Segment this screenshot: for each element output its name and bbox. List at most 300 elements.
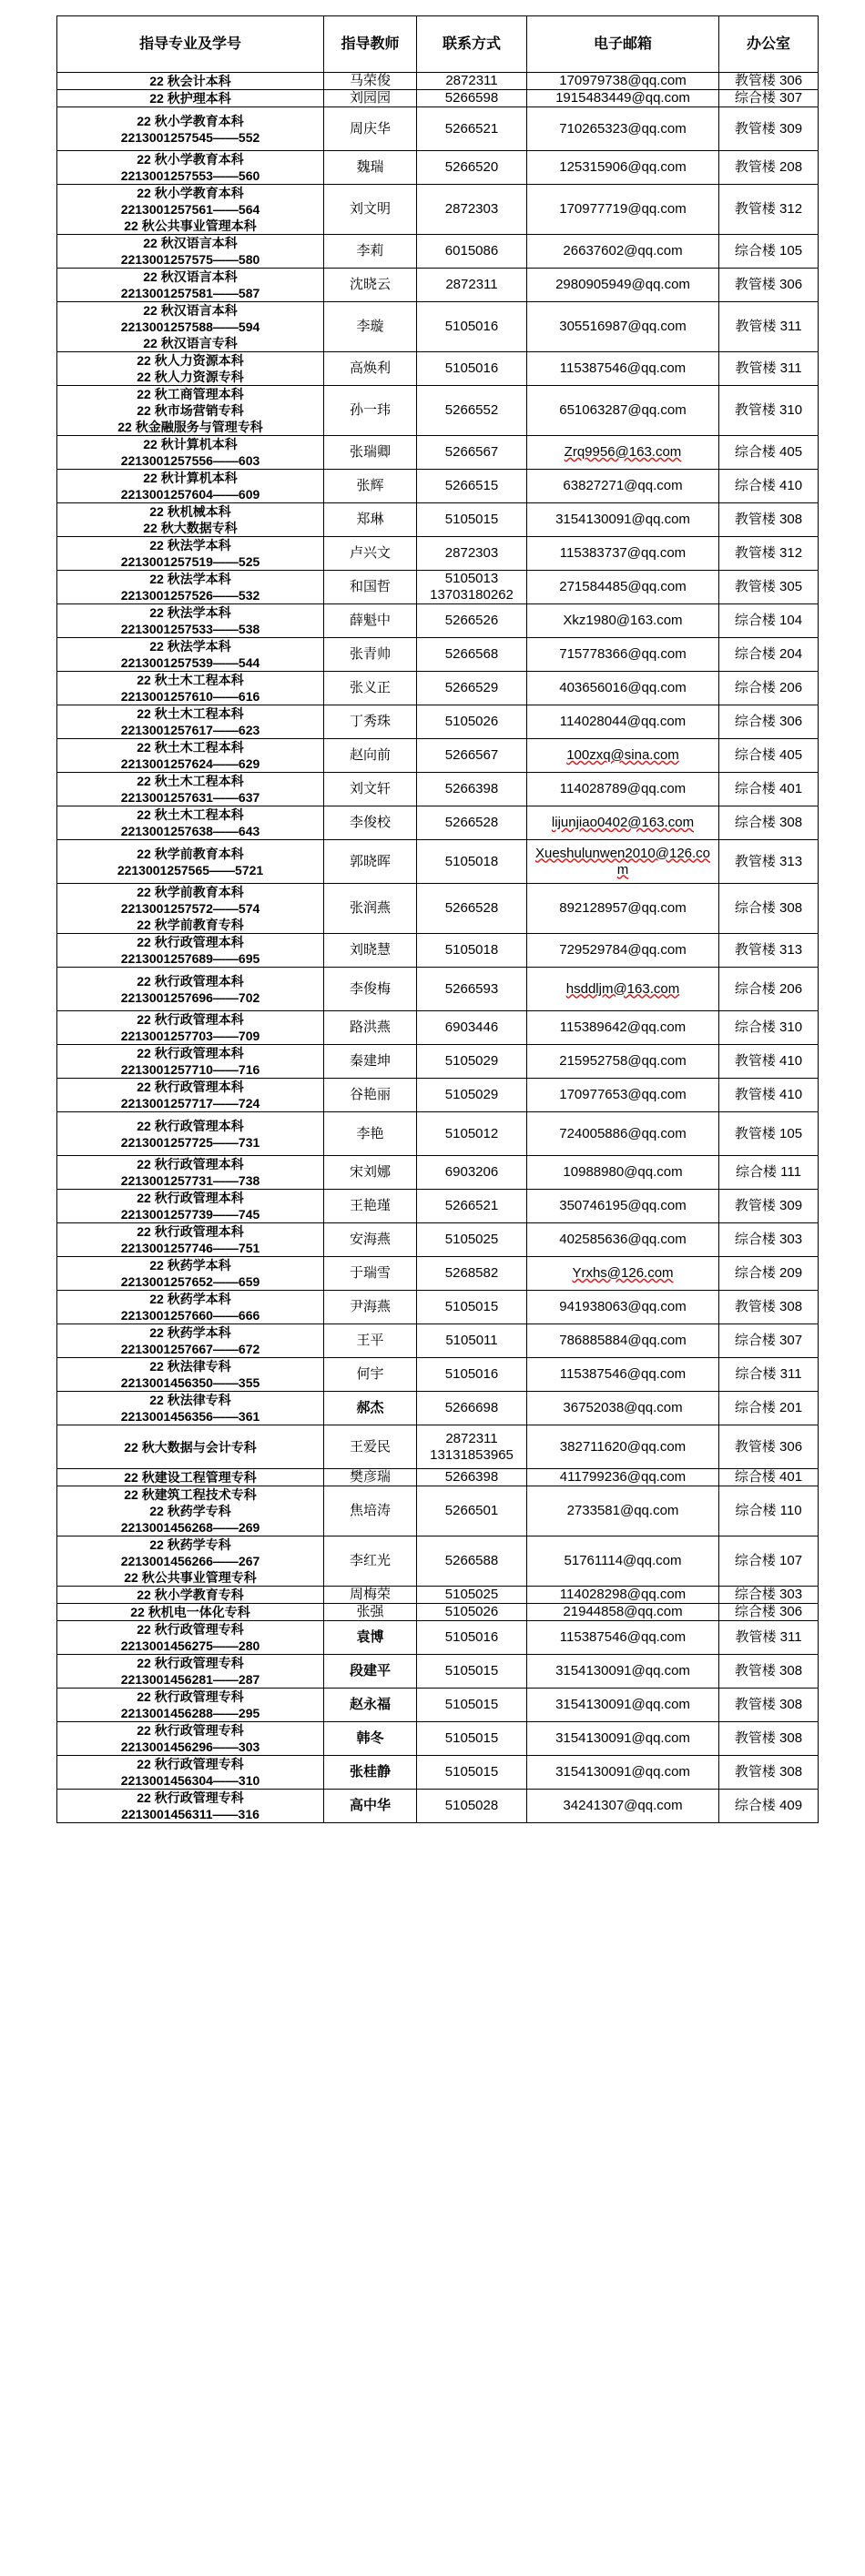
cell-phone: [417, 1358, 527, 1392]
cell-phone: [417, 269, 527, 302]
cell-teacher: 谷艳丽: [324, 1079, 417, 1112]
cell-phone: [417, 185, 527, 235]
cell-email[interactable]: [527, 968, 719, 1011]
cell-major: [57, 151, 324, 185]
student-id-range: 22 秋土木工程本科: [137, 807, 244, 822]
cell-teacher: 丁秀珠: [324, 705, 417, 739]
cell-office: 综合楼 111: [719, 1156, 819, 1190]
cell-email[interactable]: [527, 1486, 719, 1536]
cell-email[interactable]: [527, 638, 719, 672]
cell-office: 教管楼 313: [719, 840, 819, 884]
cell-major: [57, 1190, 324, 1223]
phone-number: 5105015: [444, 1299, 499, 1314]
student-id-range: 22 秋计算机本科: [143, 437, 238, 451]
cell-email[interactable]: [527, 1291, 719, 1324]
cell-email[interactable]: [527, 107, 719, 151]
student-id-range: 2213001257746——751: [120, 1241, 260, 1255]
cell-major: [57, 840, 324, 884]
cell-email[interactable]: [527, 1392, 719, 1425]
cell-office: 综合楼 209: [719, 1257, 819, 1291]
student-id-range: 2213001257581——587: [120, 286, 260, 300]
cell-phone: [417, 884, 527, 934]
phone-number: 5266501: [444, 1503, 499, 1518]
student-id-range: 22 秋法律专科: [149, 1393, 231, 1407]
student-id-range: 2213001257575——580: [120, 252, 260, 267]
student-id-range: 2213001257652——659: [120, 1274, 260, 1289]
cell-office: 综合楼 201: [719, 1392, 819, 1425]
table-row: [57, 386, 819, 436]
phone-number: 5105016: [444, 360, 499, 376]
phone-number: 5105026: [444, 714, 499, 729]
header-major: 指导专业及学号: [57, 16, 324, 73]
table-row: [57, 1112, 819, 1156]
email-address: 115387546@qq.com: [559, 1366, 687, 1382]
cell-phone: [417, 604, 527, 638]
cell-office: 教管楼 410: [719, 1079, 819, 1112]
email-address: 3154130091@qq.com: [555, 1697, 690, 1712]
header-email: 电子邮箱: [527, 16, 719, 73]
cell-major: [57, 806, 324, 840]
cell-major: [57, 269, 324, 302]
email-address: 651063287@qq.com: [559, 402, 687, 418]
cell-email[interactable]: [527, 1358, 719, 1392]
email-address: 710265323@qq.com: [559, 120, 687, 137]
cell-office: 综合楼 401: [719, 1469, 819, 1486]
email-address: 115383737@qq.com: [559, 545, 687, 561]
cell-major: [57, 1655, 324, 1689]
cell-teacher: 郑琳: [324, 503, 417, 537]
cell-email[interactable]: [527, 436, 719, 470]
email-address: 382711620@qq.com: [559, 1438, 687, 1455]
cell-phone: [417, 352, 527, 386]
cell-email[interactable]: [527, 604, 719, 638]
student-id-range: 22 秋行政管理专科: [137, 1622, 244, 1637]
cell-office: 教管楼 306: [719, 269, 819, 302]
cell-phone: [417, 386, 527, 436]
cell-email[interactable]: [527, 185, 719, 235]
cell-phone: [417, 806, 527, 840]
phone-number: 5105029: [444, 1087, 499, 1102]
email-address: 21944858@qq.com: [563, 1604, 683, 1619]
table-row: [57, 1324, 819, 1358]
phone-number: 5266526: [444, 613, 499, 628]
phone-number: 2872303: [444, 545, 499, 561]
cell-major: [57, 436, 324, 470]
phone-number: 5266567: [444, 747, 499, 763]
email-address: 125315906@qq.com: [559, 159, 687, 175]
cell-office: 教管楼 312: [719, 185, 819, 235]
cell-major: [57, 185, 324, 235]
student-id-range: 22 秋小学教育专科: [137, 1587, 244, 1602]
student-id-range: 22 秋行政管理专科: [137, 1723, 244, 1738]
cell-phone: [417, 1079, 527, 1112]
cell-phone: [417, 1536, 527, 1587]
cell-email[interactable]: [527, 1045, 719, 1079]
phone-number: 5105029: [444, 1053, 499, 1069]
student-id-range: 22 秋土木工程本科: [137, 673, 244, 687]
student-id-range: 2213001257667——672: [120, 1342, 260, 1356]
student-id-range: 22 秋药学本科: [149, 1292, 231, 1306]
email-address: 34241307@qq.com: [563, 1798, 683, 1813]
phone-number: 13131853965: [430, 1446, 514, 1463]
student-id-range: 22 秋药学专科: [149, 1537, 231, 1552]
cell-major: [57, 537, 324, 571]
student-id-range: 22 秋学前教育本科: [137, 846, 244, 861]
student-id-range: 22 秋大数据与会计专科: [124, 1439, 257, 1455]
cell-major: [57, 884, 324, 934]
table-row: [57, 1291, 819, 1324]
cell-major: [57, 1112, 324, 1156]
cell-teacher: 张润燕: [324, 884, 417, 934]
cell-email[interactable]: [527, 1790, 719, 1823]
phone-number: 5268582: [444, 1265, 499, 1281]
cell-major: [57, 90, 324, 107]
student-id-range: 2213001257703——709: [120, 1029, 260, 1043]
cell-office: 综合楼 310: [719, 1011, 819, 1045]
email-address: 100zxq@sina.com: [566, 747, 679, 763]
cell-email[interactable]: [527, 571, 719, 604]
cell-phone: [417, 470, 527, 503]
cell-teacher: 薛魁中: [324, 604, 417, 638]
student-id-range: 2213001257539——544: [120, 655, 260, 670]
table-row: [57, 1358, 819, 1392]
student-id-range: 22 秋行政管理本科: [137, 1157, 244, 1171]
table-row: [57, 269, 819, 302]
table-row: [57, 1425, 819, 1469]
email-address: Xkz1980@163.com: [563, 613, 683, 628]
cell-office: 教管楼 310: [719, 386, 819, 436]
phone-number: 5266698: [444, 1400, 499, 1415]
cell-email[interactable]: [527, 1689, 719, 1722]
phone-number: 5266398: [444, 1469, 499, 1485]
student-id-range: 2213001257572——574: [120, 901, 260, 916]
cell-email[interactable]: [527, 773, 719, 806]
cell-email[interactable]: [527, 1324, 719, 1358]
cell-major: [57, 968, 324, 1011]
student-id-range: 22 秋学前教育专科: [137, 918, 244, 932]
table-row: [57, 1223, 819, 1257]
cell-major: [57, 1156, 324, 1190]
email-address: 51761114@qq.com: [564, 1553, 682, 1568]
cell-email[interactable]: [527, 1190, 719, 1223]
cell-teacher: 秦建坤: [324, 1045, 417, 1079]
cell-phone: [417, 1722, 527, 1756]
advisor-table: [56, 15, 819, 1823]
cell-office: 综合楼 308: [719, 806, 819, 840]
student-id-range: 2213001257565——5721: [117, 862, 264, 877]
student-id-range: 22 秋药学本科: [149, 1258, 231, 1273]
student-id-range: 22 秋公共事业管理本科: [124, 218, 257, 233]
email-address: 115389642@qq.com: [559, 1019, 687, 1035]
cell-office: 教管楼 410: [719, 1045, 819, 1079]
phone-number: 5266521: [444, 120, 499, 137]
cell-office: 教管楼 306: [719, 73, 819, 90]
phone-number: 6903206: [444, 1164, 499, 1180]
table-row: [57, 1756, 819, 1790]
cell-teacher: 和国哲: [324, 571, 417, 604]
cell-email[interactable]: [527, 537, 719, 571]
student-id-range: 2213001257717——724: [120, 1096, 260, 1111]
table-row: [57, 1011, 819, 1045]
cell-email[interactable]: [527, 90, 719, 107]
cell-office: 综合楼 204: [719, 638, 819, 672]
cell-office: 综合楼 104: [719, 604, 819, 638]
cell-phone: [417, 1425, 527, 1469]
email-address: 402585636@qq.com: [559, 1232, 687, 1247]
cell-email[interactable]: [527, 1079, 719, 1112]
email-address: 305516987@qq.com: [559, 319, 687, 334]
cell-phone: [417, 1156, 527, 1190]
student-id-range: 2213001456288——295: [120, 1706, 260, 1720]
email-address: 215952758@qq.com: [559, 1053, 687, 1069]
table-row: [57, 436, 819, 470]
cell-phone: [417, 1045, 527, 1079]
cell-major: [57, 1756, 324, 1790]
cell-phone: [417, 571, 527, 604]
email-address: 115387546@qq.com: [559, 1629, 687, 1645]
cell-office: 教管楼 309: [719, 107, 819, 151]
cell-phone: [417, 638, 527, 672]
cell-office: 教管楼 208: [719, 151, 819, 185]
cell-office: 综合楼 410: [719, 470, 819, 503]
cell-email[interactable]: [527, 1425, 719, 1469]
cell-email[interactable]: [527, 235, 719, 269]
cell-office: 综合楼 308: [719, 884, 819, 934]
table-row: [57, 739, 819, 773]
cell-email[interactable]: [527, 151, 719, 185]
student-id-range: 22 秋法学本科: [149, 605, 231, 620]
cell-teacher: 刘文轩: [324, 773, 417, 806]
cell-teacher: 王平: [324, 1324, 417, 1358]
phone-number: 5266598: [444, 90, 499, 106]
cell-email[interactable]: [527, 840, 719, 884]
cell-phone: [417, 1587, 527, 1604]
phone-number: 6015086: [444, 243, 499, 259]
student-id-range: 2213001456356——361: [120, 1409, 260, 1424]
cell-email[interactable]: [527, 386, 719, 436]
cell-major: [57, 352, 324, 386]
cell-major: [57, 1079, 324, 1112]
cell-email[interactable]: [527, 1011, 719, 1045]
cell-office: 综合楼 206: [719, 672, 819, 705]
phone-number: 5105013: [444, 571, 499, 586]
cell-phone: [417, 537, 527, 571]
student-id-range: 2213001257519——525: [120, 554, 260, 569]
email-address: 1915483449@qq.com: [555, 90, 690, 106]
student-id-range: 2213001456350——355: [120, 1375, 260, 1390]
student-id-range: 2213001456296——303: [120, 1739, 260, 1754]
email-address: 411799236@qq.com: [559, 1469, 687, 1485]
table-row: [57, 73, 819, 90]
cell-email[interactable]: [527, 1621, 719, 1655]
cell-email[interactable]: [527, 73, 719, 90]
email-address: 114028789@qq.com: [559, 781, 687, 796]
cell-teacher: 张瑞卿: [324, 436, 417, 470]
table-row: [57, 1045, 819, 1079]
student-id-range: 22 秋行政管理本科: [137, 1191, 244, 1205]
cell-phone: [417, 1469, 527, 1486]
cell-phone: [417, 1689, 527, 1722]
table-row: [57, 107, 819, 151]
student-id-range: 22 秋机械本科: [149, 504, 231, 519]
cell-email[interactable]: [527, 1655, 719, 1689]
email-address: 10988980@qq.com: [563, 1164, 683, 1180]
cell-email[interactable]: [527, 934, 719, 968]
student-id-range: 22 秋公共事业管理专科: [124, 1570, 257, 1585]
cell-office: 综合楼 105: [719, 235, 819, 269]
student-id-range: 2213001456266——267: [120, 1554, 260, 1568]
cell-phone: [417, 1486, 527, 1536]
header-row: [57, 16, 819, 73]
cell-teacher: 韩冬: [324, 1722, 417, 1756]
table-body: [57, 73, 819, 1823]
cell-teacher: 路洪燕: [324, 1011, 417, 1045]
cell-email[interactable]: [527, 470, 719, 503]
cell-email[interactable]: [527, 269, 719, 302]
email-address: 63827271@qq.com: [563, 478, 683, 493]
email-address: Yrxhs@126.com: [572, 1265, 674, 1281]
table-row: [57, 1156, 819, 1190]
cell-email[interactable]: [527, 806, 719, 840]
cell-teacher: 李莉: [324, 235, 417, 269]
cell-teacher: 袁博: [324, 1621, 417, 1655]
student-id-range: 22 秋土木工程本科: [137, 740, 244, 755]
cell-email[interactable]: [527, 1722, 719, 1756]
email-address: 892128957@qq.com: [559, 900, 687, 916]
student-id-range: 2213001257561——564: [120, 202, 260, 217]
cell-phone: [417, 90, 527, 107]
table-row: [57, 884, 819, 934]
table-row: [57, 1655, 819, 1689]
student-id-range: 2213001257624——629: [120, 756, 260, 771]
table-row: [57, 302, 819, 352]
student-id-range: 2213001257545——552: [120, 129, 260, 145]
student-id-range: 22 秋人力资源专科: [137, 370, 244, 384]
cell-email[interactable]: [527, 1156, 719, 1190]
phone-number: 5266521: [444, 1198, 499, 1213]
cell-email[interactable]: [527, 1604, 719, 1621]
cell-email[interactable]: [527, 739, 719, 773]
cell-major: [57, 1469, 324, 1486]
cell-phone: [417, 1223, 527, 1257]
cell-teacher: 安海燕: [324, 1223, 417, 1257]
cell-office: 教管楼 312: [719, 537, 819, 571]
cell-major: [57, 705, 324, 739]
email-address: 271584485@qq.com: [559, 579, 687, 594]
cell-office: 教管楼 313: [719, 934, 819, 968]
cell-email[interactable]: [527, 1469, 719, 1486]
cell-email[interactable]: [527, 1223, 719, 1257]
student-id-range: 22 秋行政管理专科: [137, 1790, 244, 1805]
cell-major: [57, 73, 324, 90]
cell-teacher: 赵向前: [324, 739, 417, 773]
cell-major: [57, 1621, 324, 1655]
student-id-range: 22 秋学前教育本科: [137, 885, 244, 899]
cell-office: 综合楼 311: [719, 1358, 819, 1392]
student-id-range: 22 秋行政管理本科: [137, 973, 244, 989]
cell-office: 教管楼 308: [719, 1689, 819, 1722]
cell-teacher: 何宇: [324, 1358, 417, 1392]
email-address: hsddljm@163.com: [565, 980, 680, 997]
cell-email[interactable]: [527, 1112, 719, 1156]
student-id-range: 2213001257739——745: [120, 1207, 260, 1222]
cell-office: 综合楼 306: [719, 1604, 819, 1621]
cell-office: 教管楼 308: [719, 1722, 819, 1756]
phone-number: 2872303: [444, 201, 499, 217]
cell-phone: [417, 672, 527, 705]
phone-number: 5266528: [444, 900, 499, 916]
phone-number: 2872311: [445, 1430, 498, 1446]
cell-office: 综合楼 409: [719, 1790, 819, 1823]
table-row: [57, 151, 819, 185]
cell-email[interactable]: [527, 1536, 719, 1587]
student-id-range: 22 秋计算机本科: [143, 471, 238, 485]
cell-email[interactable]: [527, 705, 719, 739]
cell-teacher: 王爱民: [324, 1425, 417, 1469]
email-address: 36752038@qq.com: [563, 1400, 683, 1415]
phone-number: 5105012: [444, 1125, 499, 1141]
cell-email[interactable]: [527, 352, 719, 386]
cell-email[interactable]: [527, 302, 719, 352]
cell-email[interactable]: [527, 884, 719, 934]
email-address: 786885884@qq.com: [559, 1333, 687, 1348]
student-id-range: 2213001257696——702: [120, 989, 260, 1005]
student-id-range: 2213001257710——716: [120, 1062, 260, 1077]
cell-email[interactable]: [527, 1756, 719, 1790]
cell-teacher: 张桂静: [324, 1756, 417, 1790]
cell-teacher: 魏瑞: [324, 151, 417, 185]
cell-email[interactable]: [527, 1257, 719, 1291]
email-address: 114028044@qq.com: [559, 714, 687, 729]
table-row: [57, 235, 819, 269]
cell-teacher: 刘晓慧: [324, 934, 417, 968]
table-row: [57, 773, 819, 806]
cell-phone: [417, 1112, 527, 1156]
cell-office: 教管楼 311: [719, 352, 819, 386]
table-row: [57, 1469, 819, 1486]
student-id-range: 2213001257725——731: [120, 1134, 260, 1150]
cell-phone: [417, 235, 527, 269]
cell-major: [57, 1722, 324, 1756]
cell-teacher: 于瑞雪: [324, 1257, 417, 1291]
cell-teacher: 李俊梅: [324, 968, 417, 1011]
phone-number: 5105016: [444, 1629, 499, 1645]
student-id-range: 2213001456304——310: [120, 1773, 260, 1788]
phone-number: 13703180262: [430, 587, 514, 603]
table-row: [57, 806, 819, 840]
cell-major: [57, 1257, 324, 1291]
advisor-contact-sheet: [56, 15, 818, 1823]
table-row: [57, 571, 819, 604]
email-address: 3154130091@qq.com: [555, 1730, 690, 1746]
cell-teacher: 高中华: [324, 1790, 417, 1823]
cell-phone: [417, 73, 527, 90]
cell-teacher: 孙一玮: [324, 386, 417, 436]
student-id-range: 2213001456268——269: [120, 1520, 260, 1535]
student-id-range: 22 秋行政管理本科: [137, 1012, 244, 1027]
cell-office: 教管楼 311: [719, 302, 819, 352]
student-id-range: 22 秋汉语言本科: [143, 303, 238, 318]
cell-email[interactable]: [527, 503, 719, 537]
student-id-range: 22 秋法学本科: [149, 639, 231, 654]
cell-email[interactable]: [527, 672, 719, 705]
cell-email[interactable]: [527, 1587, 719, 1604]
cell-phone: [417, 705, 527, 739]
cell-major: [57, 773, 324, 806]
phone-number: 5266593: [444, 980, 499, 997]
cell-major: [57, 1045, 324, 1079]
cell-office: 综合楼 405: [719, 739, 819, 773]
